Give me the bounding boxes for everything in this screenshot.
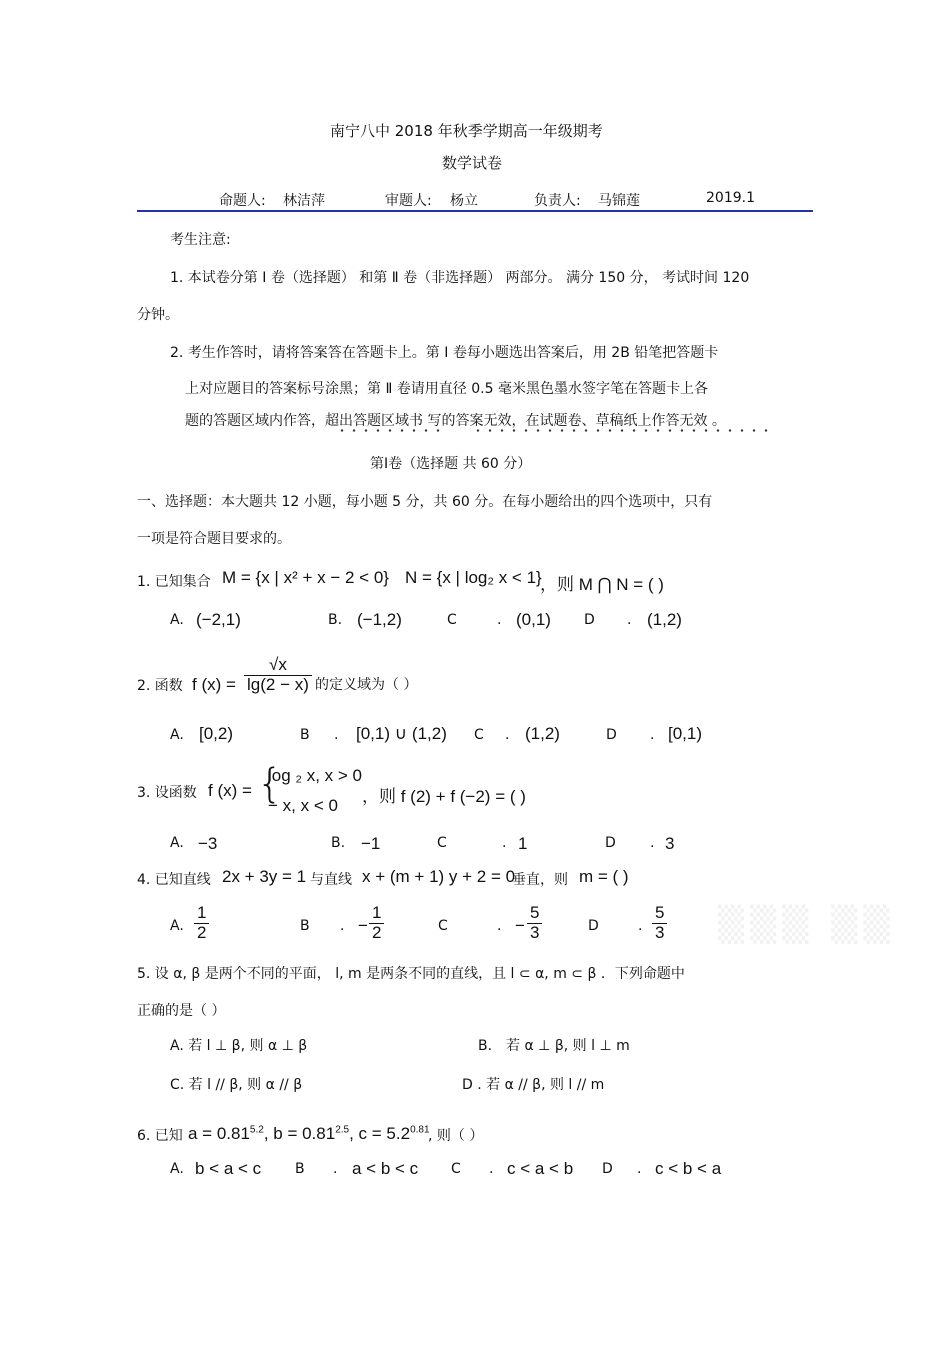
q4-line-1: 2x + 3y = 1 — [222, 867, 307, 886]
q4-option-c[interactable] — [527, 904, 542, 942]
q1-option-c[interactable]: (0,1) — [516, 610, 551, 629]
q3-option-b[interactable]: −1 — [361, 834, 381, 853]
watermark-decoration: ▒▒▒ ▒▒ — [718, 905, 896, 945]
q2-option-a[interactable]: [0,2) — [199, 724, 234, 743]
q1-option-b-label[interactable]: B. — [328, 612, 343, 628]
responsible-name: 马锦莲 — [598, 193, 640, 209]
q4-c-den: 3 — [530, 922, 540, 942]
q1-option-d-dot: . — [627, 612, 632, 628]
q4-d-num: 5 — [652, 904, 667, 924]
q2-numerator: √x — [244, 656, 312, 676]
q4-option-d[interactable] — [652, 904, 667, 942]
q6-option-c-label[interactable]: C — [451, 1161, 461, 1177]
q2-option-b[interactable]: [0,1) ∪ (1,2) — [356, 724, 447, 743]
q6-option-d-label[interactable]: D — [602, 1161, 613, 1177]
q6-option-b[interactable]: a < b < c — [352, 1159, 419, 1178]
q3-case-1: log ₂ x, x > 0 — [268, 766, 363, 785]
q2-option-b-label[interactable]: B — [300, 727, 310, 743]
notice-item-1: 1. 本试卷分第 Ⅰ 卷（选择题） 和第 Ⅱ 卷（非选择题） 两部分。 满分 150 分， 考试时间 120 — [170, 270, 750, 286]
q1-option-a-label[interactable]: A. — [170, 612, 184, 628]
emphasis-dots-1 — [336, 429, 446, 432]
q1-option-c-dot: . — [497, 612, 502, 628]
q2-prefix: 2. 函数 — [137, 678, 183, 694]
q4-option-c-dot: . — [497, 918, 502, 934]
q4-a-den: 2 — [197, 922, 207, 942]
exam-date: 2019.1 — [706, 190, 755, 206]
section-intro-cont: 一项是符合题目要求的。 — [137, 531, 291, 547]
q4-a-num: 1 — [194, 904, 209, 924]
notice-item-2-cont-2: 题的答题区域内作答，超出答题区域书 写的答案无效，在试题卷、草稿纸上作答无效 。 — [185, 413, 726, 429]
notice-item-2-cont: 上对应题目的答案标号涂黑；第 Ⅱ 卷请用直径 0.5 毫米黑色墨水签字笔在答题卡上各 — [185, 381, 708, 397]
q5-option-c[interactable]: C. 若 l // β, 则 α // β — [170, 1077, 303, 1093]
q4-option-c-label[interactable]: C — [438, 918, 448, 934]
q5-option-d[interactable]: D . 若 α // β, 则 l // m — [462, 1077, 605, 1093]
q6-a: a = 0.81 — [188, 1124, 250, 1143]
q4-prefix: 4. 已知直线 — [137, 872, 211, 888]
q6-prefix: 6. 已知 — [137, 1128, 183, 1144]
q6-option-d-dot: . — [637, 1161, 642, 1177]
exam-subtitle: 数学试卷 — [442, 154, 503, 172]
q4-c-num: 5 — [527, 904, 542, 924]
setter-name: 林洁萍 — [283, 193, 325, 209]
q6-b-exp: 2.5 — [335, 1124, 350, 1136]
q1-option-a[interactable]: (−2,1) — [196, 610, 241, 629]
q1-option-d[interactable]: (1,2) — [647, 610, 682, 629]
q4-ask: 垂直，则 — [512, 872, 568, 888]
reviewer-label: 审题人: — [385, 193, 432, 209]
q3-option-c-dot: . — [502, 835, 507, 851]
q5-option-b[interactable]: B． 若 α ⊥ β, 则 l ⊥ m — [478, 1038, 630, 1054]
q6-option-c-dot: . — [489, 1161, 494, 1177]
q4-option-d-label[interactable]: D — [588, 918, 599, 934]
q6-option-b-label[interactable]: B — [295, 1161, 305, 1177]
q4-option-b[interactable] — [369, 904, 384, 942]
q3-case-2: − x, x < 0 — [268, 796, 338, 815]
q2-option-c[interactable]: (1,2) — [525, 724, 560, 743]
q6-b: , b = 0.81 — [263, 1124, 336, 1143]
q4-b-num: 1 — [369, 904, 384, 924]
emphasis-dots-2 — [472, 429, 770, 432]
setter-label: 命题人: — [219, 193, 266, 209]
q3-option-d-dot: . — [650, 835, 655, 851]
q2-option-c-label[interactable]: C — [474, 727, 484, 743]
q3-option-d[interactable]: 3 — [665, 834, 675, 853]
q4-m: m = ( ) — [579, 867, 629, 886]
q3-option-a-label[interactable]: A. — [170, 835, 184, 851]
q4-option-b-label[interactable]: B — [300, 918, 310, 934]
q2-option-d[interactable]: [0,1) — [668, 724, 703, 743]
exam-title: 南宁八中 2018 年秋季学期高一年级期考 — [330, 122, 603, 140]
q6-option-a-label[interactable]: A. — [170, 1161, 184, 1177]
q3-prefix: 3. 设函数 — [137, 785, 197, 801]
q4-b-den: 2 — [372, 922, 382, 942]
q2-option-c-dot: . — [505, 727, 510, 743]
q4-line-2: x + (m + 1) y + 2 = 0 — [362, 867, 516, 886]
q2-fx: f (x) = — [192, 675, 236, 694]
notice-item-2: 2. 考生作答时，请将答案答在答题卡上。第 Ⅰ 卷每小题选出答案后，用 2B 铅笔把答题卡 — [170, 345, 719, 361]
q1-option-d-label[interactable]: D — [584, 612, 595, 628]
reviewer-name: 杨立 — [450, 193, 478, 209]
q6-option-c[interactable]: c < a < b — [507, 1159, 574, 1178]
q4-option-a[interactable] — [194, 904, 209, 942]
q4-option-b-dot: . — [340, 918, 345, 934]
q4-option-a-label[interactable]: A. — [170, 918, 184, 934]
q5-stem-cont: 正确的是（ ） — [137, 1003, 226, 1019]
q3-option-a[interactable]: −3 — [198, 834, 218, 853]
q6-ask: , 则（ ） — [428, 1128, 484, 1144]
q5-stem: 5. 设 α, β 是两个不同的平面， l, m 是两条不同的直线，且 l ⊂ α, m ⊂ β ．下列命题中 — [137, 966, 685, 982]
q3-option-c[interactable]: 1 — [518, 834, 528, 853]
section-intro: 一、选择题：本大题共 12 小题，每小题 5 分，共 60 分。在每小题给出的四个选项中，只有 — [137, 494, 713, 510]
q5-option-a[interactable]: A. 若 l ⊥ β, 则 α ⊥ β — [170, 1038, 308, 1054]
q3-option-d-label[interactable]: D — [605, 835, 616, 851]
q4-mid: 与直线 — [310, 872, 352, 888]
q2-option-a-label[interactable]: A. — [170, 727, 184, 743]
q1-set-n: N = {x | log₂ x < 1} — [405, 568, 542, 587]
q1-ask: ，则 M ⋂ N = ( ) — [540, 575, 664, 594]
notice-item-1-cont: 分钟。 — [137, 307, 179, 323]
q6-option-b-dot: . — [333, 1161, 338, 1177]
q2-option-d-label[interactable]: D — [606, 727, 617, 743]
notice-heading: 考生注意: — [170, 232, 231, 248]
q3-fx: f (x) = — [208, 781, 252, 800]
responsible-label: 负责人: — [534, 193, 581, 209]
q6-a-exp: 5.2 — [249, 1124, 264, 1136]
q1-option-c-label[interactable]: C — [447, 612, 457, 628]
q2-suffix: 的定义域为（ ） — [315, 677, 418, 693]
q3-option-b-label[interactable]: B. — [331, 835, 346, 851]
q1-set-m: M = {x | x² + x − 2 < 0} — [222, 568, 389, 587]
q4-option-c-sign: − — [515, 916, 525, 935]
q4-option-b-sign: − — [358, 916, 368, 935]
q6-expression — [188, 1124, 430, 1144]
q4-d-den: 3 — [655, 922, 665, 942]
q3-brace: { — [257, 761, 283, 807]
q1-prefix: 1. 已知集合 — [137, 574, 211, 590]
q2-option-b-dot: . — [334, 727, 339, 743]
section-title: 第Ⅰ卷（选择题 共 60 分） — [370, 456, 532, 472]
q6-option-d[interactable]: c < b < a — [655, 1159, 722, 1178]
header-rule — [137, 210, 813, 212]
q1-option-b[interactable]: (−1,2) — [357, 610, 402, 629]
q3-option-c-label[interactable]: C — [437, 835, 447, 851]
q6-c-exp: 0.81 — [410, 1124, 430, 1136]
q2-option-d-dot: . — [650, 727, 655, 743]
q4-option-d-dot: . — [638, 918, 643, 934]
q2-denominator: lg(2 − x) — [247, 674, 309, 694]
q6-c: , c = 5.2 — [349, 1124, 411, 1143]
q6-option-a[interactable]: b < a < c — [195, 1159, 262, 1178]
q3-ask: ，则 f (2) + f (−2) = ( ) — [362, 787, 526, 806]
q2-fraction — [244, 656, 312, 694]
